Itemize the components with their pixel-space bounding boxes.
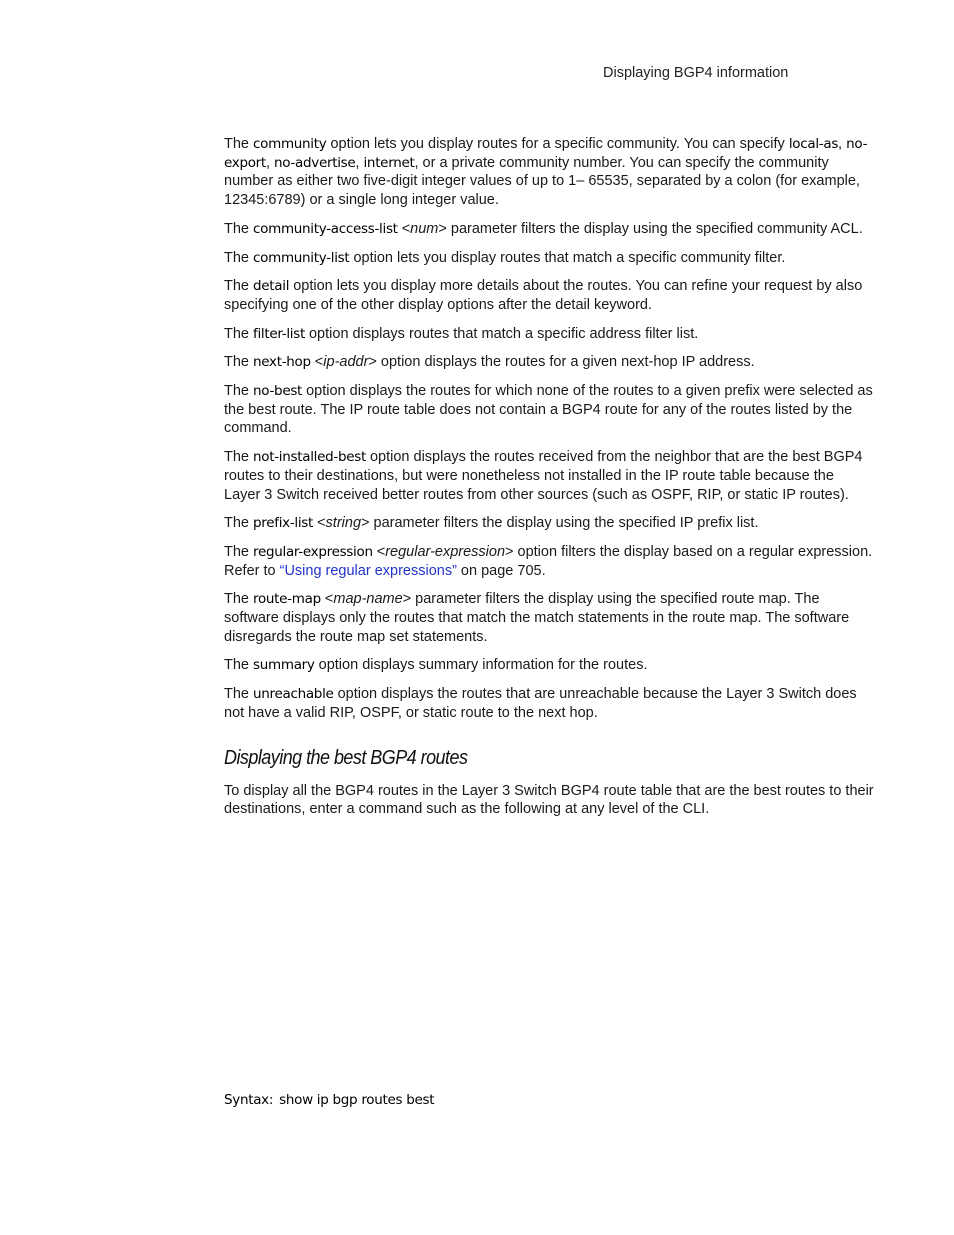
text: The: [224, 543, 254, 560]
paragraph-filter-list: [224, 325, 874, 344]
keyword-internet: internet: [363, 154, 415, 171]
text: > parameter filters the display using the specified community ACL.: [438, 220, 863, 237]
paragraph-route-map: [224, 590, 874, 646]
text: The: [224, 515, 254, 532]
paragraph-community-list: [224, 249, 874, 268]
section-intro: To display all the BGP4 routes in the Layer 3 Switch BGP4 route table that are the best routes to their destinations, enter a command such as the following at any level of the CLI.: [224, 782, 874, 818]
variable-string: string: [325, 515, 362, 532]
keyword-filter-list: filter-list: [253, 325, 305, 342]
text: The: [224, 686, 254, 703]
text: > parameter filters the display using the specified route map. The software displays only the routes that match the match statements in the route map. The software disregards the route map set statements.: [224, 591, 850, 645]
keyword-community-access-list: community-access-list: [253, 220, 398, 237]
text: <: [397, 220, 411, 237]
keyword-summary: summary: [253, 657, 315, 674]
keyword-no-export: no-export: [224, 136, 868, 171]
variable-num: num: [410, 220, 439, 237]
text: The: [224, 449, 254, 466]
text: The: [224, 657, 254, 674]
text: The: [224, 136, 254, 152]
paragraph-community: [224, 135, 874, 210]
text: option displays routes that match a specific address filter list.: [304, 325, 699, 342]
keyword-community: community: [253, 136, 327, 152]
paragraph-detail: [224, 277, 874, 314]
keyword-detail: detail: [253, 278, 290, 295]
text: option displays the routes for which none of the routes to a given prefix were selected as the best route. The IP route table does not contain a BGP4 route for any of the routes listed by the command.: [224, 383, 873, 437]
text: option lets you display more details about the routes. You can refine your request by also specifying one of the other display options after the detail keyword.: [224, 278, 863, 313]
variable-map-name: map-name: [333, 591, 403, 608]
text: The: [224, 354, 254, 371]
keyword-next-hop: next-hop: [253, 354, 311, 371]
keyword-unreachable: unreachable: [253, 686, 334, 703]
paragraph-not-installed-best: [224, 448, 874, 504]
text: option displays the routes that are unreachable because the Layer 3 Switch does not have a valid RIP, OSPF, or static route to the next hop.: [224, 686, 857, 721]
keyword-local-as: local-as: [788, 136, 839, 152]
paragraph-regular-expression: [224, 543, 874, 580]
keyword-prefix-list: prefix-list: [253, 515, 314, 532]
paragraph-prefix-list: [224, 514, 874, 533]
paragraph-summary: [224, 656, 874, 675]
text: > option filters the display based on a regular expression. Refer to: [224, 543, 873, 579]
keyword-no-advertise: no-advertise: [274, 154, 356, 171]
text: , or a private community number. You can specify the community number as either two five-digit integer values of up to 1– 65535, separated by a colon (for example, 12345:6789) or a single long integer value.: [224, 154, 860, 209]
text: The: [224, 591, 254, 608]
text: The: [224, 220, 254, 237]
text: The: [224, 325, 254, 342]
text: option lets you display routes that match a specific community filter.: [349, 249, 786, 266]
paragraph-next-hop: [224, 353, 874, 372]
running-header: Displaying BGP4 information: [603, 65, 789, 81]
section-heading: Displaying the best BGP4 routes: [224, 746, 468, 769]
keyword-community-list: community-list: [253, 249, 350, 266]
text: <: [372, 543, 386, 560]
keyword-route-map: route-map: [253, 591, 321, 608]
keyword-not-installed-best: not-installed-best: [253, 449, 366, 466]
text: <: [313, 515, 326, 532]
document-body: [224, 135, 874, 829]
text: The: [224, 383, 254, 400]
syntax-label: Syntax:: [224, 1092, 274, 1108]
keyword-regular-expression: regular-expression: [253, 543, 373, 560]
text: option lets you display routes for a specific community. You can specify: [326, 136, 789, 152]
text: <: [310, 354, 324, 371]
link-using-regular-expressions[interactable]: “Using regular expressions”: [279, 562, 457, 579]
text: ,: [355, 154, 364, 171]
paragraph-no-best: [224, 382, 874, 438]
text: ,: [265, 154, 274, 171]
text: The: [224, 249, 254, 266]
keyword-no-best: no-best: [253, 383, 303, 400]
variable-ip-addr: ip-addr: [323, 354, 369, 371]
syntax-command: show ip bgp routes best: [279, 1092, 435, 1108]
text: > parameter filters the display using the specified IP prefix list.: [361, 515, 759, 532]
text: on page 705.: [456, 562, 546, 579]
syntax-line: [224, 1092, 434, 1108]
text: ,: [838, 136, 847, 152]
text: > option displays the routes for a given next-hop IP address.: [368, 354, 755, 371]
text: option displays summary information for the routes.: [314, 657, 648, 674]
text: <: [320, 591, 334, 608]
paragraph-community-access-list: [224, 220, 874, 239]
text: option displays the routes received from the neighbor that are the best BGP4 routes to their destinations, but were nonetheless not installed in the IP route table because the Layer 3 Switch received better routes from other sources (such as OSPF, RIP, or static IP routes).: [224, 449, 863, 503]
paragraph-unreachable: [224, 685, 874, 722]
text: The: [224, 278, 254, 295]
variable-regular-expression: regular-expression: [385, 543, 506, 560]
